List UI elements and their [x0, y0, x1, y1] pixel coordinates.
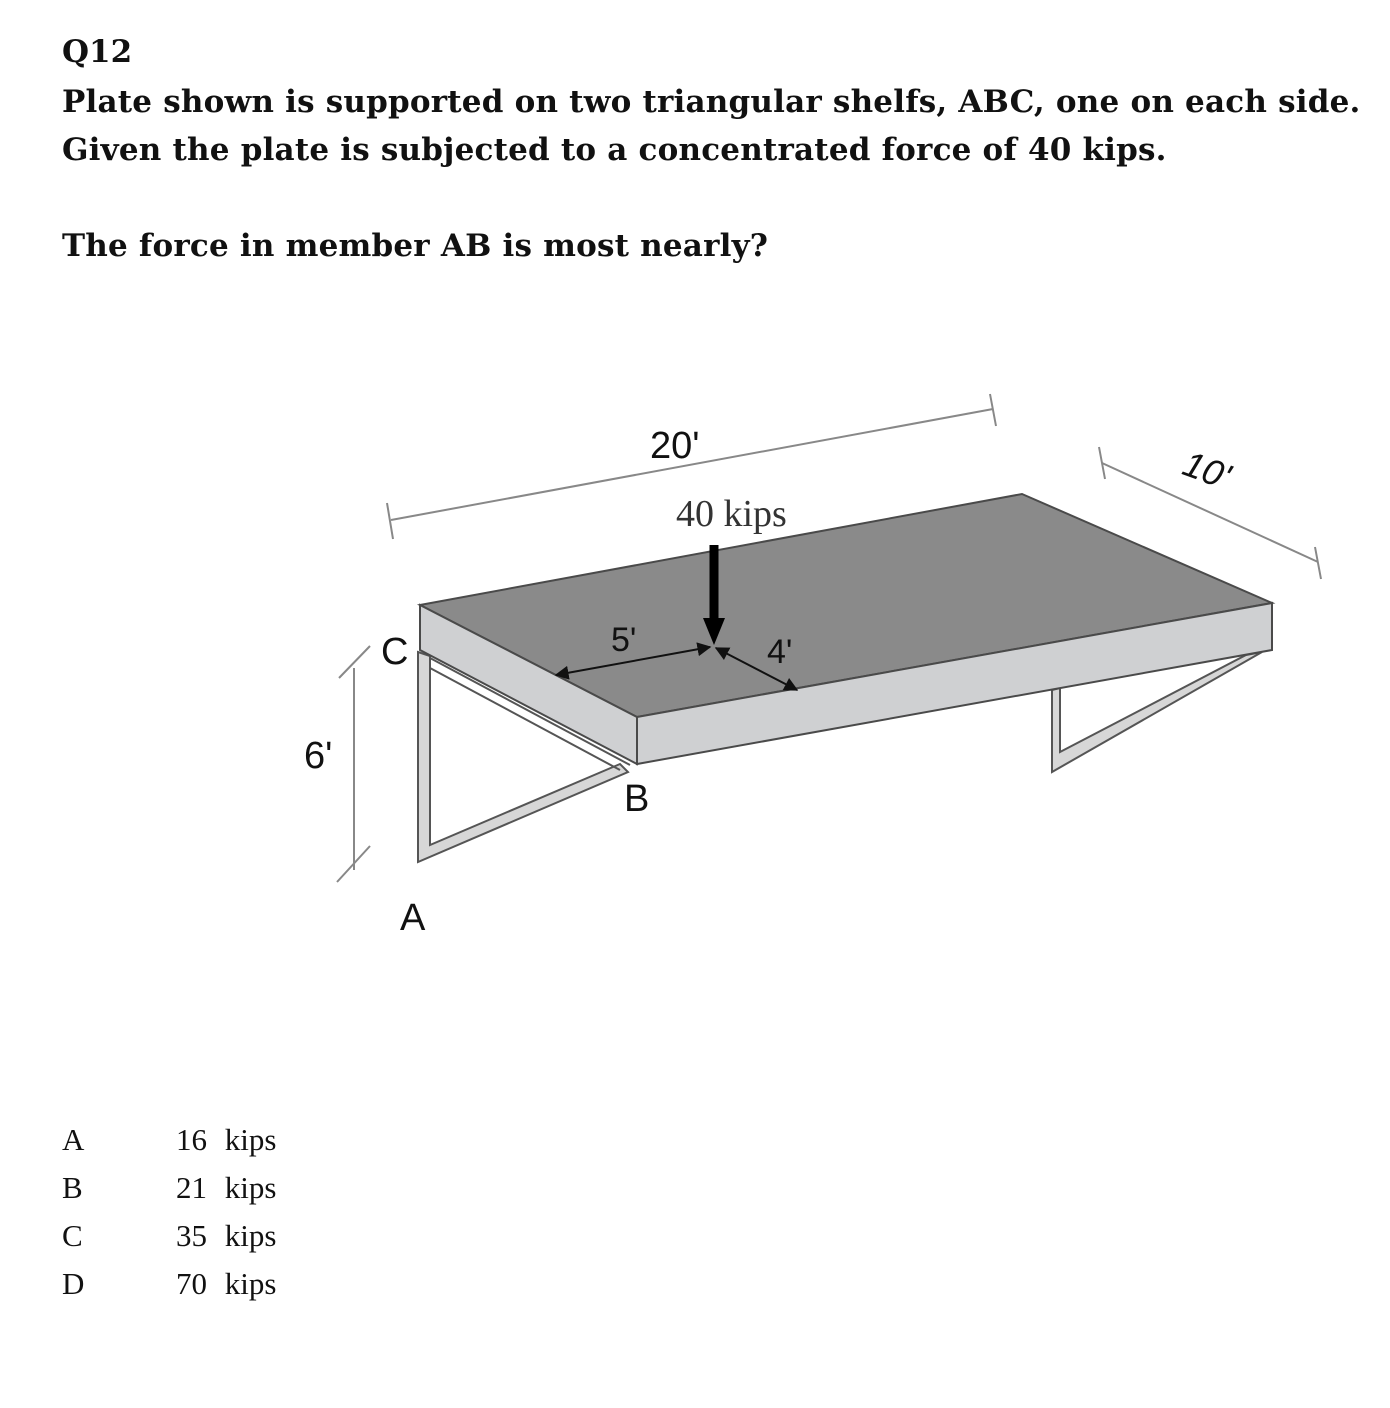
option-letter: D — [62, 1266, 85, 1301]
width-label: 10' — [1177, 442, 1236, 498]
question-prompt: The force in member AB is most nearly? — [62, 228, 769, 264]
plate — [420, 494, 1272, 764]
distance-label-4ft: 4' — [767, 633, 793, 671]
point-c-label: C — [381, 631, 409, 673]
load-label: 40 kips — [676, 493, 787, 535]
distance-label-5ft: 5' — [611, 621, 637, 659]
length-label: 20' — [650, 425, 700, 467]
point-b-label: B — [624, 778, 650, 820]
option-value: 21 kips — [176, 1170, 277, 1205]
option-value: 70 kips — [176, 1266, 277, 1301]
option-letter: A — [62, 1122, 85, 1157]
option-value: 16 kips — [176, 1122, 277, 1157]
option-letter: B — [62, 1170, 83, 1205]
height-dimension-line — [337, 646, 370, 882]
question-number: Q12 — [62, 34, 133, 70]
point-a-label: A — [400, 897, 426, 939]
height-label: 6' — [304, 735, 333, 777]
question-text-line-2: Given the plate is subjected to a concentrated force of 40 kips. — [62, 132, 1167, 168]
question-text-line-1: Plate shown is supported on two triangular shelfs, ABC, one on each side. — [62, 84, 1361, 120]
option-letter: C — [62, 1218, 83, 1253]
option-value: 35 kips — [176, 1218, 277, 1253]
